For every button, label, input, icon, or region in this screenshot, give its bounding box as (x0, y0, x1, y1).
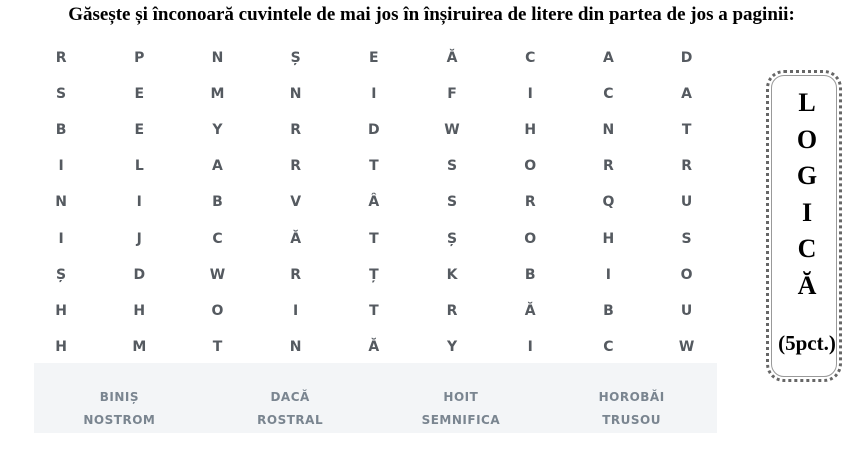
grid-row (22, 329, 726, 365)
grid-letter[interactable]: C (212, 230, 223, 247)
logic-vertical-title (769, 85, 845, 304)
grid-letter[interactable]: B (212, 194, 223, 211)
logic-letter: L (798, 88, 816, 117)
grid-letter[interactable]: M (132, 338, 147, 355)
grid-letter[interactable]: R (290, 158, 302, 175)
grid-letter[interactable]: E (134, 86, 145, 103)
grid-letter[interactable]: R (603, 158, 614, 175)
grid-row (22, 184, 726, 220)
logic-letter: G (796, 161, 818, 190)
grid-letter[interactable]: Q (602, 194, 615, 211)
logic-letter: Ă (797, 270, 817, 300)
grid-letter[interactable]: N (55, 194, 67, 211)
grid-letter[interactable]: J (136, 230, 142, 247)
grid-letter[interactable]: I (293, 302, 299, 319)
word-list-panel (34, 363, 717, 433)
grid-letter[interactable]: Y (446, 338, 458, 355)
grid-letter[interactable]: R (524, 194, 536, 211)
grid-letter[interactable]: L (134, 158, 144, 175)
grid-letter[interactable]: T (212, 338, 223, 355)
page-title: Găsește și înconoară cuvintele de mai jos în înșiruirea de litere din partea de jos a paginii: (68, 4, 795, 25)
grid-letter[interactable]: N (289, 86, 302, 103)
grid-letter[interactable]: H (133, 302, 146, 319)
grid-letter[interactable]: Ă (290, 230, 302, 247)
grid-letter[interactable]: K (446, 266, 458, 283)
grid-letter[interactable]: O (211, 302, 224, 319)
grid-letter[interactable]: U (680, 194, 693, 211)
grid-letter[interactable]: R (290, 266, 302, 283)
grid-letter[interactable]: E (369, 50, 379, 67)
grid-letter[interactable]: T (369, 158, 379, 175)
word-item: SEMNIFICA (421, 413, 501, 427)
grid-letter[interactable]: Ă (368, 338, 380, 355)
grid-letter[interactable]: I (371, 86, 377, 103)
word-item: ROSTRAL (257, 413, 324, 427)
grid-row (22, 257, 726, 293)
grid-row (22, 148, 726, 184)
points-label: (5pct.) (778, 331, 836, 355)
grid-letter[interactable]: Ș (290, 50, 301, 67)
grid-letter[interactable]: H (602, 230, 615, 247)
grid-letter[interactable]: S (446, 158, 458, 175)
grid-row (22, 40, 726, 76)
grid-letter[interactable]: W (444, 122, 460, 139)
grid-letter[interactable]: D (368, 122, 380, 139)
grid-letter[interactable]: I (527, 86, 533, 103)
logic-letter: O (796, 124, 818, 154)
grid-letter[interactable]: R (55, 50, 67, 67)
grid-letter[interactable]: Ș (56, 266, 67, 283)
grid-letter[interactable]: A (212, 158, 223, 175)
word-item: HOIT (443, 390, 479, 404)
grid-letter[interactable]: I (58, 158, 64, 175)
grid-letter[interactable]: E (134, 122, 145, 139)
word-item: HOROBĂI (598, 390, 665, 404)
grid-letter[interactable]: S (446, 194, 458, 211)
letter-grid (22, 40, 726, 365)
grid-letter[interactable]: V (290, 194, 302, 211)
grid-letter[interactable]: S (681, 230, 692, 247)
grid-letter[interactable]: D (680, 50, 693, 67)
grid-row (22, 220, 726, 256)
grid-letter[interactable]: T (369, 230, 379, 247)
grid-letter[interactable]: F (447, 86, 457, 103)
grid-letter[interactable]: I (136, 194, 142, 211)
grid-letter[interactable]: I (527, 338, 533, 355)
word-item: NOSTROM (83, 413, 156, 427)
logic-side-panel (766, 70, 842, 382)
grid-letter[interactable]: T (369, 302, 379, 319)
logic-letter: I (801, 197, 813, 227)
grid-letter[interactable]: I (58, 230, 64, 247)
grid-letter[interactable]: H (55, 302, 67, 319)
grid-letter[interactable]: N (289, 338, 302, 355)
grid-letter[interactable]: P (134, 50, 145, 67)
grid-letter[interactable]: S (56, 86, 67, 103)
grid-letter[interactable]: Ș (446, 230, 458, 247)
grid-letter[interactable]: Â (368, 194, 380, 211)
grid-letter[interactable]: B (603, 302, 614, 319)
word-list-row (34, 390, 717, 404)
logic-letter: C (797, 234, 817, 263)
grid-letter[interactable]: T (681, 122, 692, 139)
grid-row (22, 293, 726, 329)
grid-letter[interactable]: Ț (369, 266, 379, 283)
grid-letter[interactable]: C (603, 86, 614, 103)
grid-letter[interactable]: A (681, 86, 693, 103)
grid-letter[interactable]: B (55, 122, 67, 139)
grid-letter[interactable]: D (133, 266, 146, 283)
grid-letter[interactable]: R (681, 158, 692, 175)
grid-letter[interactable]: O (524, 230, 537, 247)
grid-letter[interactable]: Y (212, 122, 223, 139)
grid-letter[interactable]: U (680, 302, 693, 319)
grid-row (22, 112, 726, 148)
word-list-row (34, 413, 717, 427)
grid-letter[interactable]: H (55, 338, 67, 355)
grid-letter[interactable]: H (524, 122, 537, 139)
grid-letter[interactable]: W (209, 266, 226, 283)
word-item: DACĂ (270, 390, 310, 404)
word-item: BINIȘ (99, 390, 139, 404)
grid-letter[interactable]: B (524, 266, 536, 283)
grid-letter[interactable]: N (211, 50, 224, 67)
grid-letter[interactable]: O (524, 158, 537, 175)
grid-letter[interactable]: R (290, 122, 302, 139)
grid-letter[interactable]: C (603, 338, 614, 355)
grid-letter[interactable]: Ă (524, 302, 536, 319)
grid-letter[interactable]: A (602, 50, 614, 67)
grid-letter[interactable]: O (680, 266, 693, 283)
grid-letter[interactable]: Ă (446, 50, 458, 67)
grid-letter[interactable]: R (446, 302, 458, 319)
word-item: TRUSOU (602, 413, 661, 427)
grid-letter[interactable]: N (602, 122, 615, 139)
grid-letter[interactable]: I (605, 266, 612, 283)
grid-letter[interactable]: C (525, 50, 536, 67)
grid-row (22, 76, 726, 112)
grid-letter[interactable]: W (678, 338, 695, 355)
grid-letter[interactable]: M (210, 86, 225, 103)
